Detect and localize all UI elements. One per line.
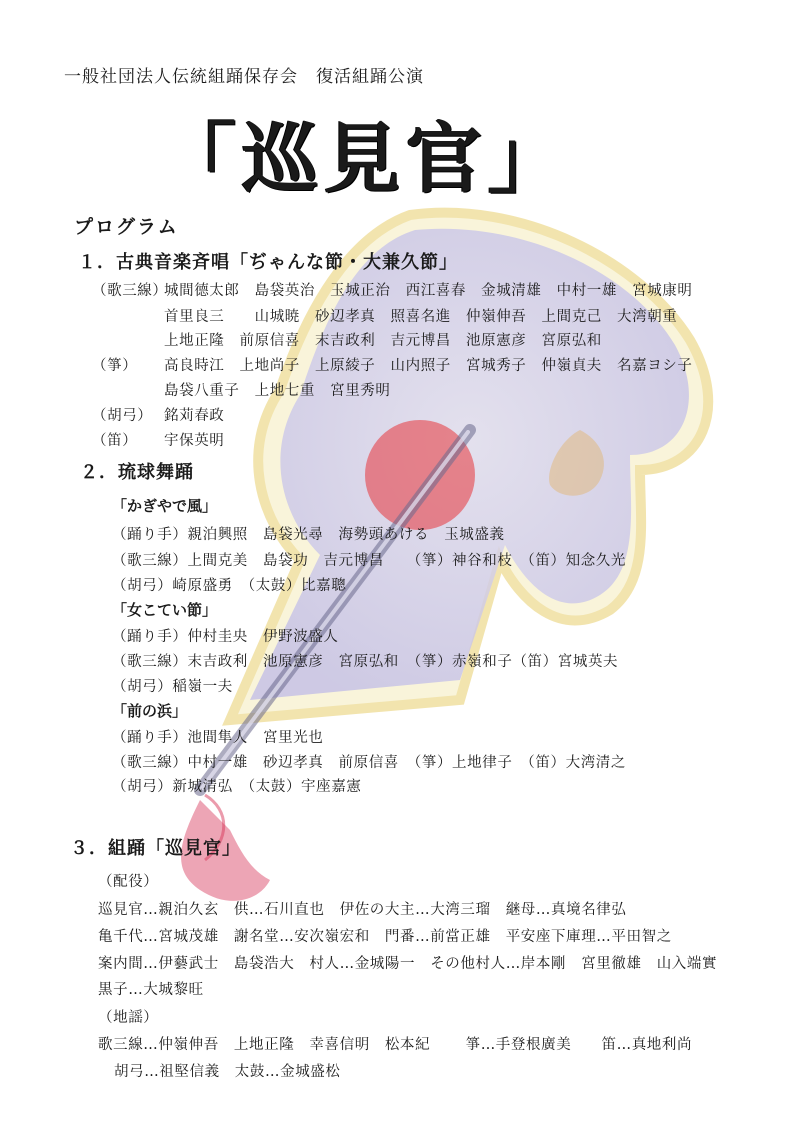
section-2-heading: ２．琉球舞踊: [80, 462, 194, 483]
section-1-row: 島袋八重子 上地七重 宮里秀明: [164, 383, 391, 399]
cast-label: （配役）: [98, 874, 159, 890]
performer-names: 銘苅春政: [164, 408, 225, 424]
cast-row: 亀千代…宮城茂雄 謝名堂…安次嶺宏和 門番…前當正雄 平安座下庫理…平田智之: [98, 929, 672, 945]
performer-names: 高良時江 上地尚子 上原綾子 山内照子 宮城秀子 仲嶺貞夫 名嘉ヨシ子: [164, 358, 693, 374]
section-1-row: [92, 429, 224, 450]
cast-row: 黒子…大城黎旺: [98, 982, 204, 998]
dance-credit-row: （歌三線）中村一雄 砂辺孝真 前原信喜 （箏）上地律子 （笛）大湾清之: [112, 755, 626, 771]
performer-names: 城間德太郎 島袋英治 玉城正治 西江喜春 金城清雄 中村一雄 宮城康明: [164, 283, 693, 299]
performer-names: 宇保英明: [164, 433, 225, 449]
section-1-row: [92, 354, 693, 375]
dance-credit-row: （歌三線）上間克美 島袋功 吉元博昌 （箏）神谷和枝 （笛）知念久光: [112, 553, 626, 569]
dance-title: 「女こてい節」: [112, 601, 218, 619]
section-3-heading: ３．組踊「巡見官」: [70, 838, 241, 859]
role-label: （箏）: [92, 358, 138, 374]
dance-credit-row: （踊り手）仲村圭央 伊野波盛人: [112, 629, 339, 645]
section-1-row: [92, 279, 693, 300]
dance-title: 「かぎやで風」: [112, 497, 218, 515]
dance-credit-row: （胡弓）崎原盛勇 （太鼓）比嘉聰: [112, 578, 347, 594]
cast-row: 案内間…伊藝武士 島袋浩大 村人…金城陽一 その他村人…岸本剛 宮里徹雄 山入端實: [98, 956, 718, 972]
role-label: （笛）: [92, 433, 138, 449]
dance-credit-row: （胡弓）新城清弘 （太鼓）宇座嘉憲: [112, 779, 362, 795]
dance-credit-row: （胡弓）稲嶺一夫: [112, 679, 233, 695]
performance-title: 「巡見官」: [160, 114, 570, 203]
section-1-row: [92, 404, 224, 425]
program-label: プログラム: [74, 216, 179, 238]
music-row: 胡弓…祖堅信義 太鼓…金城盛松: [114, 1064, 341, 1080]
organizer-line: 一般社団法人伝統組踊保存会 復活組踊公演: [64, 67, 424, 87]
role-label: （歌三線）: [92, 283, 168, 299]
cast-row: 巡見官…親泊久玄 供…石川直也 伊佐の大主…大湾三瑠 継母…真境名律弘: [98, 902, 627, 918]
dance-credit-row: （踊り手）池間隼人 宮里光也: [112, 730, 324, 746]
dance-credit-row: （歌三線）末吉政利 池原憲彦 宮原弘和 （箏）赤嶺和子（笛）宮城英夫: [112, 654, 619, 670]
dance-title: 「前の浜」: [112, 702, 188, 720]
section-1-row: 首里良三 山城暁 砂辺孝真 照喜名進 仲嶺伸吾 上間克己 大湾朝重: [164, 309, 678, 325]
dance-credit-row: （踊り手）親泊興照 島袋光尋 海勢頭あける 玉城盛義: [112, 527, 505, 543]
role-label: （胡弓）: [92, 408, 153, 424]
section-1-heading: １．古典音楽斉唱「ぢゃんな節・大兼久節」: [78, 252, 458, 273]
music-label: （地謡）: [98, 1010, 159, 1026]
music-row: 歌三線…仲嶺伸吾 上地正隆 幸喜信明 松本紀 箏…手登根廣美 笛…真地利尚: [98, 1037, 693, 1053]
section-1-row: 上地正隆 前原信喜 末吉政利 吉元博昌 池原憲彦 宮原弘和: [164, 333, 602, 349]
